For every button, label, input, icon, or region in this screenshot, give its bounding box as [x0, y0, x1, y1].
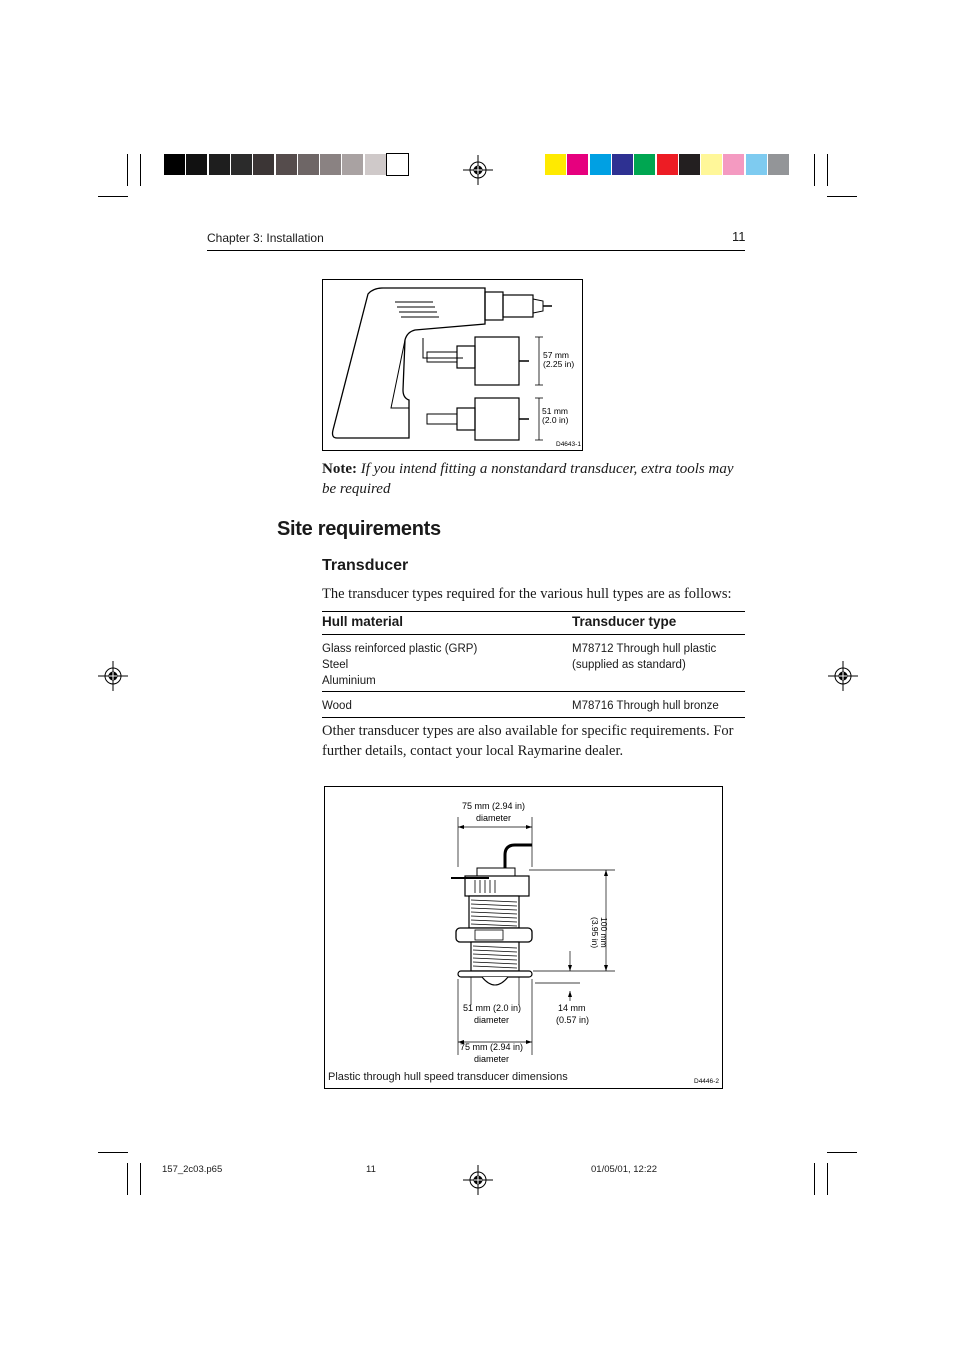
crop-mark — [827, 1152, 857, 1153]
color-swatch — [298, 154, 319, 175]
table-row — [322, 698, 745, 714]
registration-mark-icon — [463, 1165, 493, 1195]
figure-code: D4446-2 — [694, 1078, 719, 1085]
color-swatch — [590, 154, 611, 175]
hull-material: Steel — [322, 659, 349, 671]
crop-mark — [814, 1163, 815, 1195]
dimension-label — [588, 917, 608, 957]
color-swatch — [679, 154, 700, 175]
dimension-label: 75 mm (2.94 in) — [462, 801, 526, 811]
height-dimension: 100 mm — [599, 917, 609, 948]
transducer-type: M78712 Through hull plastic — [572, 643, 717, 655]
crop-mark — [827, 1163, 828, 1195]
color-swatch — [320, 154, 341, 175]
dimension-label: 51 mm (2.0 in) — [463, 1003, 522, 1013]
dimension-label: (2.25 in) — [543, 359, 575, 369]
transducer-type: (supplied as standard) — [572, 659, 686, 671]
dimension-label: 57 mm — [543, 350, 569, 360]
registration-mark-icon — [828, 661, 858, 691]
color-swatch — [634, 154, 655, 175]
column-header: Transducer type — [572, 614, 677, 629]
color-swatch — [365, 154, 386, 175]
crop-mark — [140, 1163, 141, 1195]
transducer-dimensions-figure — [324, 786, 723, 1089]
color-swatch — [186, 154, 207, 175]
note-text: If you intend fitting a nonstandard transducer, extra tools may be required — [322, 461, 734, 497]
note — [322, 459, 742, 499]
dimension-label: (2.0 in) — [542, 415, 569, 425]
color-swatch — [612, 154, 633, 175]
color-swatch — [768, 154, 789, 175]
color-swatch — [723, 154, 744, 175]
color-swatch — [164, 154, 185, 175]
intro-paragraph: The transducer types required for the various hull types are as follows: — [322, 586, 732, 602]
transducer-illustration — [325, 787, 722, 1088]
dimension-label: 14 mm — [558, 1003, 586, 1013]
color-swatch — [209, 154, 230, 175]
table-rule — [322, 691, 745, 692]
figure-code: D4643-1 — [556, 441, 581, 448]
drill-figure — [322, 279, 583, 451]
color-swatch — [545, 154, 566, 175]
color-swatch — [387, 154, 408, 175]
color-swatch — [567, 154, 588, 175]
footer-filename: 157_2c03.p65 — [162, 1164, 223, 1175]
dimension-label: diameter — [476, 813, 512, 823]
crop-mark — [98, 196, 128, 197]
hull-material: Aluminium — [322, 675, 376, 687]
section-title: Site requirements — [277, 518, 441, 540]
dimension-label: diameter — [474, 1054, 510, 1064]
color-swatch — [276, 154, 297, 175]
hull-material: Wood — [322, 700, 352, 712]
crop-mark — [98, 1152, 128, 1153]
table-row — [322, 641, 745, 689]
transducer-type-cell — [572, 641, 716, 673]
crop-mark — [127, 1163, 128, 1195]
color-swatch — [657, 154, 678, 175]
dimension-label: 51 mm — [542, 406, 568, 416]
crop-mark — [140, 154, 141, 186]
note-label: Note: — [322, 461, 357, 477]
color-swatch — [253, 154, 274, 175]
crop-mark — [814, 154, 815, 186]
height-dimension-imperial: (3.95 in) — [590, 917, 600, 949]
hull-material: Glass reinforced plastic (GRP) — [322, 643, 478, 655]
footer-page: 11 — [366, 1164, 376, 1175]
dimension-label: 75 mm (2.94 in) — [460, 1042, 524, 1052]
color-swatch — [746, 154, 767, 175]
registration-mark-icon — [98, 661, 128, 691]
registration-mark-icon — [463, 155, 493, 185]
hull-material-cell — [322, 641, 477, 689]
crop-mark — [827, 154, 828, 186]
color-swatch — [342, 154, 363, 175]
crop-mark — [827, 196, 857, 197]
table-rule — [322, 611, 745, 612]
header-rule — [207, 250, 745, 251]
dimension-label: diameter — [474, 1015, 510, 1025]
transducer-type: M78716 Through hull bronze — [572, 700, 719, 712]
crop-mark — [127, 154, 128, 186]
color-swatch — [701, 154, 722, 175]
footer-date: 01/05/01, 12:22 — [591, 1164, 658, 1175]
dimension-label: (0.57 in) — [556, 1015, 590, 1025]
running-head: Chapter 3: Installation — [207, 231, 324, 245]
table-rule — [322, 634, 745, 635]
table-rule — [322, 717, 745, 718]
subsection-title: Transducer — [322, 557, 409, 574]
page-number: 11 — [732, 229, 746, 244]
after-table-paragraph: Other transducer types are also available for specific requirements. For further details, contact your local Raymarine dealer. — [322, 723, 734, 759]
column-header: Hull material — [322, 614, 404, 629]
color-swatch — [231, 154, 252, 175]
figure-caption: Plastic through hull speed transducer dimensions — [328, 1071, 568, 1083]
